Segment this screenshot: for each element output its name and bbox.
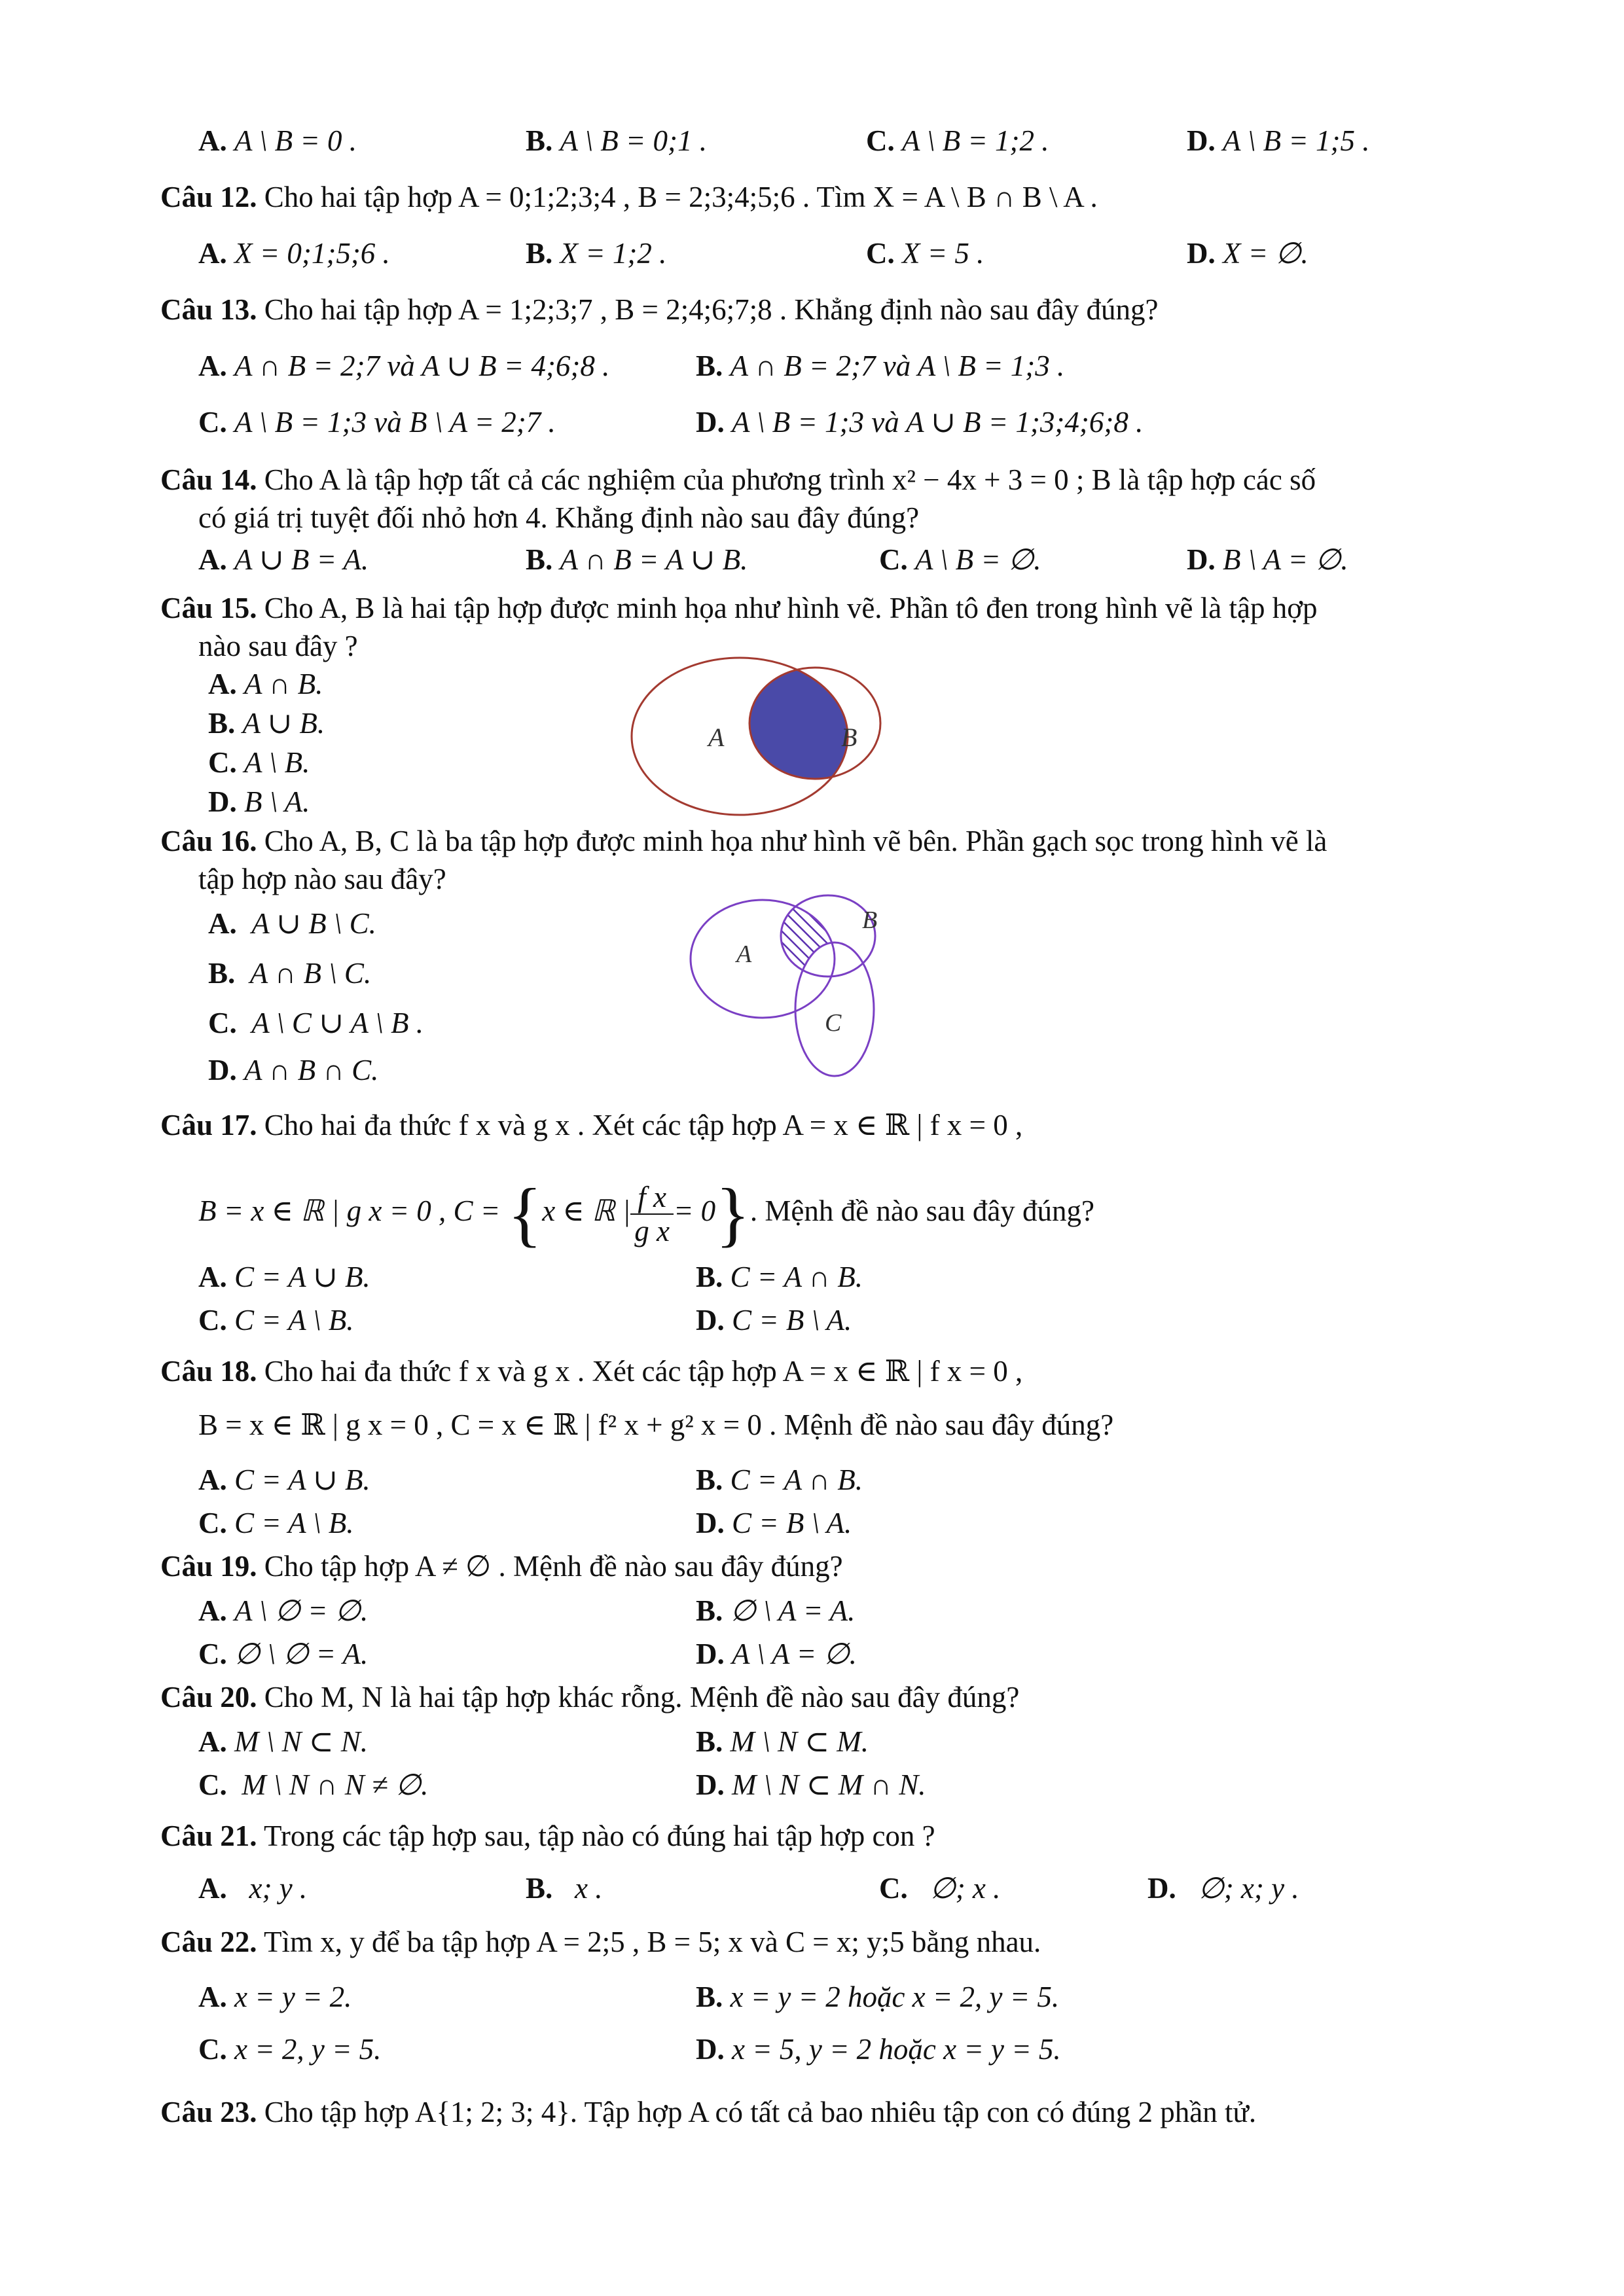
q21-option-c: C. ∅; x . [879,1872,1001,1905]
q17-question: . Mệnh đề nào sau đây đúng? [749,1194,1095,1227]
q12-stem: Câu 12. Cho hai tập hợp A = 0;1;2;3;4 , B = 2;3;4;5;6 . Tìm X = A \ B ∩ B \ A . [160,181,1098,213]
q14-stem-line2: có giá trị tuyệt đối nhỏ hơn 4. Khẳng định nào sau đây đúng? [198,501,920,534]
q14-option-a: A. A ∪ B = A. [198,543,369,576]
q16-option-a: A. A ∪ B \ C. [208,907,376,940]
venn-label-a: A [708,723,725,752]
q17-fraction-numerator: f x [630,1181,674,1215]
q14-option-c: C. A \ B = ∅. [879,543,1041,576]
venn3-label-a: A [736,941,752,968]
q17-fraction-denominator: g x [634,1214,670,1247]
q22-stem: Câu 22. Tìm x, y để ba tập hợp A = 2;5 , B = 5; x và C = x; y;5 bằng nhau. [160,1926,1041,1958]
q17-set-close: = 0 [673,1194,716,1227]
q21-option-b: B. x . [526,1872,603,1905]
q21-option-d: D. ∅; x; y . [1147,1872,1299,1905]
q21-option-a: A. x; y . [198,1872,308,1905]
q19-option-b: B. ∅ \ A = A. [696,1594,856,1627]
q12-option-a: A. X = 0;1;5;6 . [198,237,390,270]
venn-label-b: B [841,723,857,752]
q18-option-a: A. C = A ∪ B. [198,1463,370,1496]
q15-option-a: A. A ∩ B. [208,668,323,700]
q22-option-c: C. x = 2, y = 5. [198,2033,382,2066]
venn3-label-b: B [862,906,878,934]
q19-option-c: C. ∅ \ ∅ = A. [198,1638,369,1670]
q18-option-c: C. C = A \ B. [198,1507,354,1539]
q17-set-condition: x ∈ ℝ | [542,1194,631,1227]
q18-stem-line1: Câu 18. Cho hai đa thức f x và g x . Xét các tập hợp A = x ∈ ℝ | f x = 0 , [160,1355,1023,1388]
q22-option-a: A. x = y = 2. [198,1981,352,2013]
q22-option-b: B. x = y = 2 hoặc x = 2, y = 5. [696,1981,1060,2013]
q16-option-c: C. A \ C ∪ A \ B . [208,1007,424,1039]
q11-option-d: D. A \ B = 1;5 . [1187,124,1370,157]
q21-stem: Câu 21. Trong các tập hợp sau, tập nào có đúng hai tập hợp con ? [160,1820,935,1852]
q17-brace-open: { [507,1174,543,1254]
q22-option-d: D. x = 5, y = 2 hoặc x = y = 5. [696,2033,1061,2066]
q17-fraction [630,1181,674,1247]
q14-option-d: D. B \ A = ∅. [1187,543,1348,576]
venn3-label-c: C [825,1009,842,1037]
q15-option-c: C. A \ B. [208,746,310,779]
q12-option-c: C. X = 5 . [866,237,984,270]
q20-option-a: A. M \ N ⊂ N. [198,1725,368,1758]
q11-option-a: A. A \ B = 0 . [198,124,357,157]
q13-option-c: C. A \ B = 1;3 và B \ A = 2;7 . [198,406,556,439]
q20-stem: Câu 20. Cho M, N là hai tập hợp khác rỗng. Mệnh đề nào sau đây đúng? [160,1681,1020,1713]
q15-stem-line2: nào sau đây ? [198,630,358,662]
q11-option-b: B. A \ B = 0;1 . [526,124,708,157]
q11-option-c: C. A \ B = 1;2 . [866,124,1049,157]
q13-option-a: A. A ∩ B = 2;7 và A ∪ B = 4;6;8 . [198,350,610,382]
q18-option-d: D. C = B \ A. [696,1507,852,1539]
q20-option-c: C. M \ N ∩ N ≠ ∅. [198,1768,429,1801]
q18-stem-line2: B = x ∈ ℝ | g x = 0 , C = x ∈ ℝ | f² x + g² x = 0 . Mệnh đề nào sau đây đúng? [198,1408,1114,1441]
q17-option-a: A. C = A ∪ B. [198,1261,370,1293]
q17-stem-line1: Câu 17. Cho hai đa thức f x và g x . Xét các tập hợp A = x ∈ ℝ | f x = 0 , [160,1109,1023,1141]
q18-option-b: B. C = A ∩ B. [696,1463,863,1496]
q23-stem: Câu 23. Cho tập hợp A{1; 2; 3; 4}. Tập hợp A có tất cả bao nhiêu tập con có đúng 2 phần tử. [160,2096,1257,2128]
q13-stem: Câu 13. Cho hai tập hợp A = 1;2;3;7 , B = 2;4;6;7;8 . Khẳng định nào sau đây đúng? [160,293,1159,326]
q17-option-b: B. C = A ∩ B. [696,1261,863,1293]
q17-sets-ab: B = x ∈ ℝ | g x = 0 , C = [198,1194,508,1227]
q19-option-a: A. A \ ∅ = ∅. [198,1594,369,1627]
q19-option-d: D. A \ A = ∅. [696,1638,857,1670]
q14-stem-line1: Câu 14. Cho A là tập hợp tất cả các nghiệm của phương trình x² − 4x + 3 = 0 ; B là tập hợp các số [160,463,1316,496]
q16-stem-line1: Câu 16. Cho A, B, C là ba tập hợp được minh họa như hình vẽ bên. Phần gạch sọc trong hình vẽ là [160,825,1327,857]
q20-option-b: B. M \ N ⊂ M. [696,1725,869,1758]
q17-option-d: D. C = B \ A. [696,1304,852,1336]
q13-option-d: D. A \ B = 1;3 và A ∪ B = 1;3;4;6;8 . [696,406,1144,439]
q13-option-b: B. A ∩ B = 2;7 và A \ B = 1;3 . [696,350,1065,382]
q15-stem-line1: Câu 15. Cho A, B là hai tập hợp được minh họa như hình vẽ. Phần tô đen trong hình vẽ là tập hợp [160,592,1318,624]
q12-option-d: D. X = ∅. [1187,237,1308,270]
venn-diagram-three-sets [684,890,946,1080]
q17-option-c: C. C = A \ B. [198,1304,354,1336]
q16-option-d: D. A ∩ B ∩ C. [208,1054,379,1086]
q16-option-b: B. A ∩ B \ C. [208,957,372,990]
q19-stem: Câu 19. Cho tập hợp A ≠ ∅ . Mệnh đề nào sau đây đúng? [160,1550,843,1583]
q17-brace-close: } [715,1174,750,1254]
q17-stem-line2 [198,1172,1095,1254]
q20-option-d: D. M \ N ⊂ M ∩ N. [696,1768,926,1801]
q15-option-d: D. B \ A. [208,785,310,818]
q14-option-b: B. A ∩ B = A ∪ B. [526,543,748,576]
venn-diagram-two-sets [628,655,910,818]
q12-option-b: B. X = 1;2 . [526,237,667,270]
q15-option-b: B. A ∪ B. [208,707,325,740]
q16-stem-line2: tập hợp nào sau đây? [198,863,446,895]
